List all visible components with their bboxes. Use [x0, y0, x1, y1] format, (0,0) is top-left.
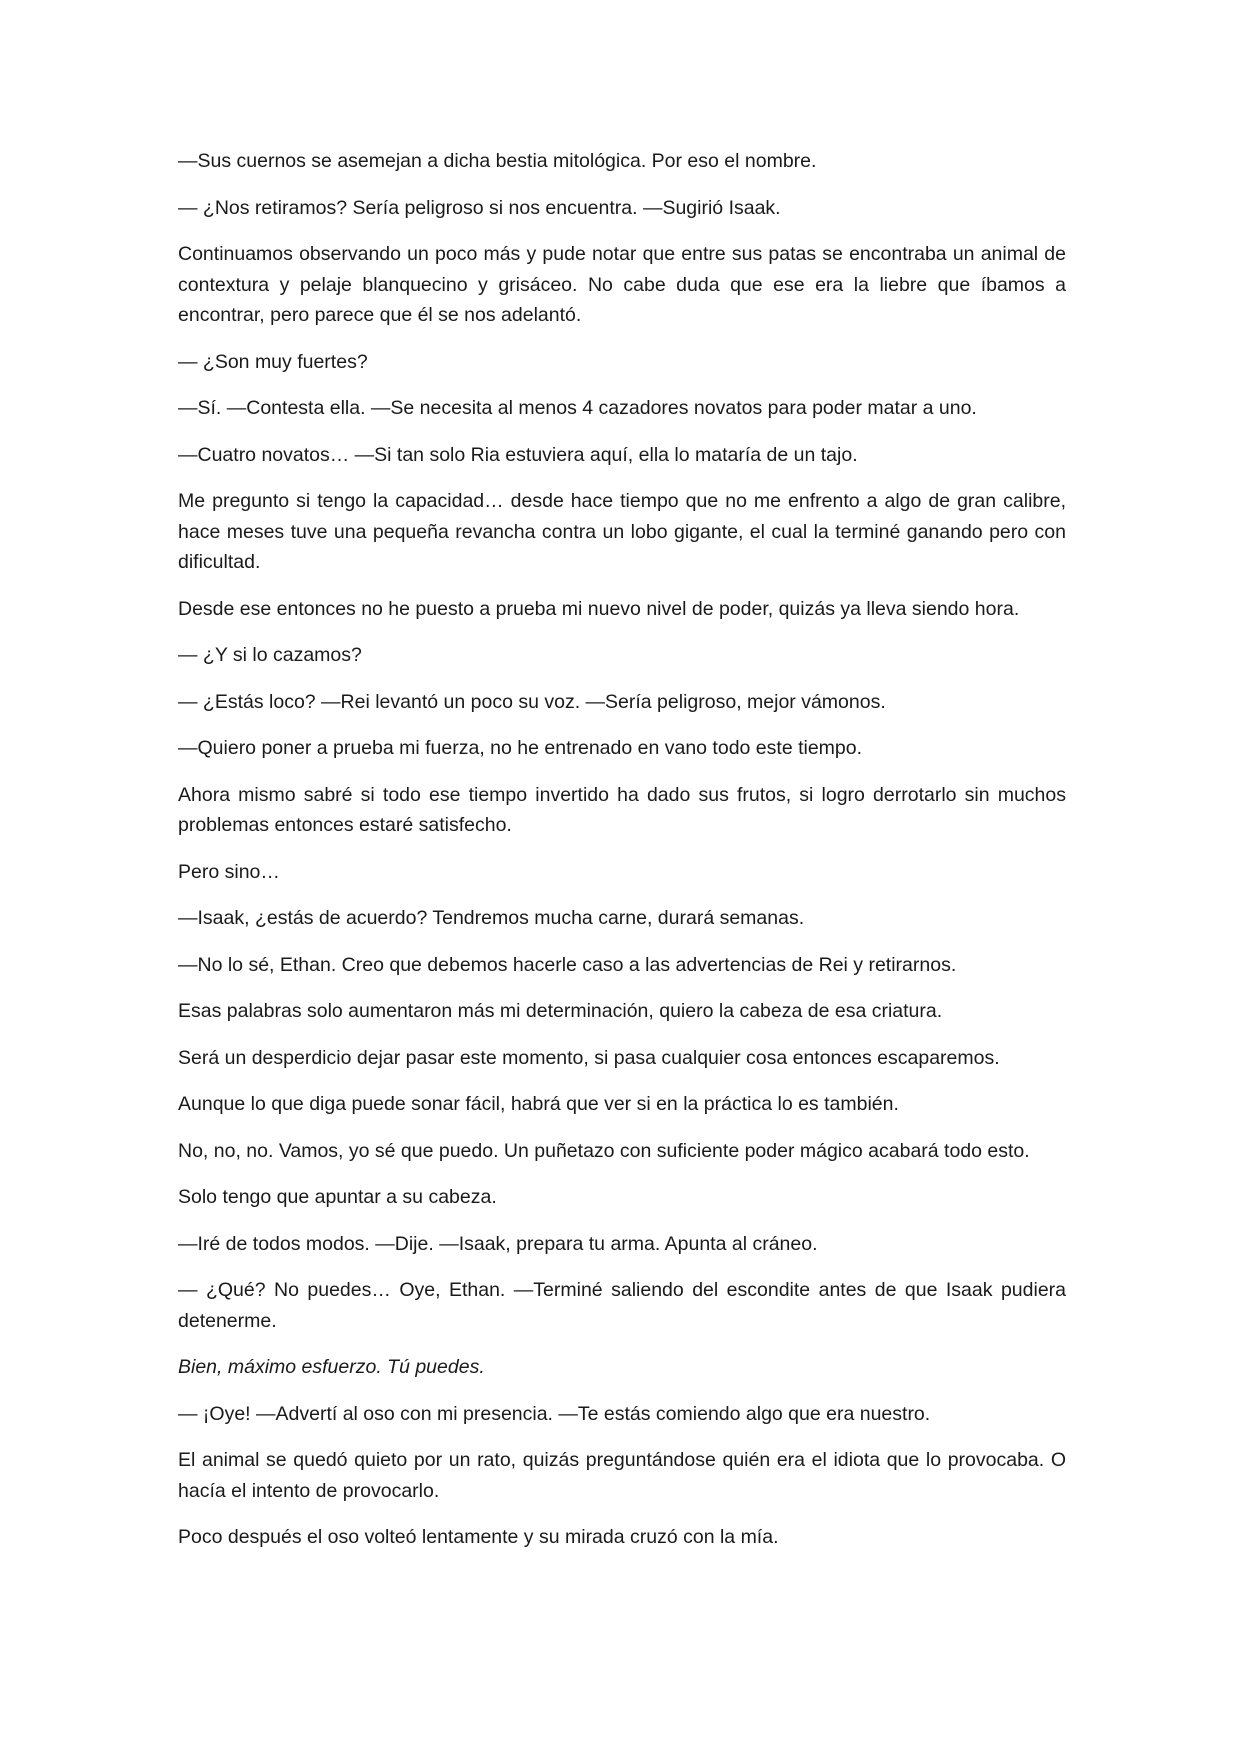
- paragraph: Pero sino…: [178, 860, 280, 883]
- paragraph: Poco después el oso volteó lentamente y su mirada cruzó con la mía.: [178, 1526, 779, 1548]
- paragraph: — ¡Oye! —Advertí al oso con mi presencia. —Te estás comiendo algo que era nuestro.: [178, 1402, 931, 1425]
- paragraph: —Sí. —Contesta ella. —Se necesita al menos 4 cazadores novatos para poder matar a uno.: [178, 397, 977, 419]
- paragraph: —Sus cuernos se asemejan a dicha bestia mitológica. Por eso el nombre.: [178, 150, 817, 172]
- document-body: [178, 146, 1066, 1569]
- paragraph: —Isaak, ¿estás de acuerdo? Tendremos mucha carne, durará semanas.: [178, 907, 805, 929]
- paragraph: Bien, máximo esfuerzo. Tú puedes.: [178, 1356, 485, 1378]
- paragraph: No, no, no. Vamos, yo sé que puedo. Un puñetazo con suficiente poder mágico acabará todo esto.: [178, 1139, 1030, 1162]
- paragraph: Solo tengo que apuntar a su cabeza.: [178, 1186, 497, 1208]
- paragraph: Esas palabras solo aumentaron más mi determinación, quiero la cabeza de esa criatura.: [178, 1000, 943, 1022]
- paragraph: — ¿Qué? No puedes… Oye, Ethan. —Terminé saliendo del escondite antes de que Isaak pudiera detenerme.: [178, 1279, 1066, 1332]
- paragraph: — ¿Y si lo cazamos?: [178, 644, 362, 666]
- paragraph: Aunque lo que diga puede sonar fácil, habrá que ver si en la práctica lo es también.: [178, 1093, 899, 1115]
- paragraph: — ¿Estás loco? —Rei levantó un poco su voz. —Sería peligroso, mejor vámonos.: [178, 690, 886, 713]
- paragraph: El animal se quedó quieto por un rato, quizás preguntándose quién era el idiota que lo provocaba. O hacía el intento de provocarlo.: [178, 1449, 1066, 1502]
- paragraph: Me pregunto si tengo la capacidad… desde hace tiempo que no me enfrento a algo de gran calibre, hace meses tuve una pequeña revancha contra un lobo gigante, el cual la terminé ganando pero con dificultad.: [178, 490, 1066, 573]
- paragraph: Ahora mismo sabré si todo ese tiempo invertido ha dado sus frutos, si logro derrotarlo sin muchos problemas entonces estaré satisfecho.: [178, 783, 1066, 836]
- paragraph: —Cuatro novatos… —Si tan solo Ria estuviera aquí, ella lo mataría de un tajo.: [178, 443, 858, 466]
- paragraph: —Iré de todos modos. —Dije. —Isaak, prepara tu arma. Apunta al cráneo.: [178, 1232, 818, 1255]
- paragraph: —Quiero poner a prueba mi fuerza, no he entrenado en vano todo este tiempo.: [178, 737, 863, 759]
- paragraph: —No lo sé, Ethan. Creo que debemos hacerle caso a las advertencias de Rei y retirarnos.: [178, 953, 957, 976]
- paragraph: Desde ese entonces no he puesto a prueba mi nuevo nivel de poder, quizás ya lleva siendo hora.: [178, 597, 1020, 620]
- paragraph: Será un desperdicio dejar pasar este momento, si pasa cualquier cosa entonces escaparemos.: [178, 1046, 1000, 1069]
- paragraph: — ¿Son muy fuertes?: [178, 350, 368, 373]
- paragraph: Continuamos observando un poco más y pude notar que entre sus patas se encontraba un animal de contextura y pelaje blanquecino y grisáceo. No cabe duda que ese era la liebre que íbamos a encontrar, pero parece que él se nos adelantó.: [178, 243, 1066, 326]
- paragraph: — ¿Nos retiramos? Sería peligroso si nos encuentra. —Sugirió Isaak.: [178, 196, 781, 219]
